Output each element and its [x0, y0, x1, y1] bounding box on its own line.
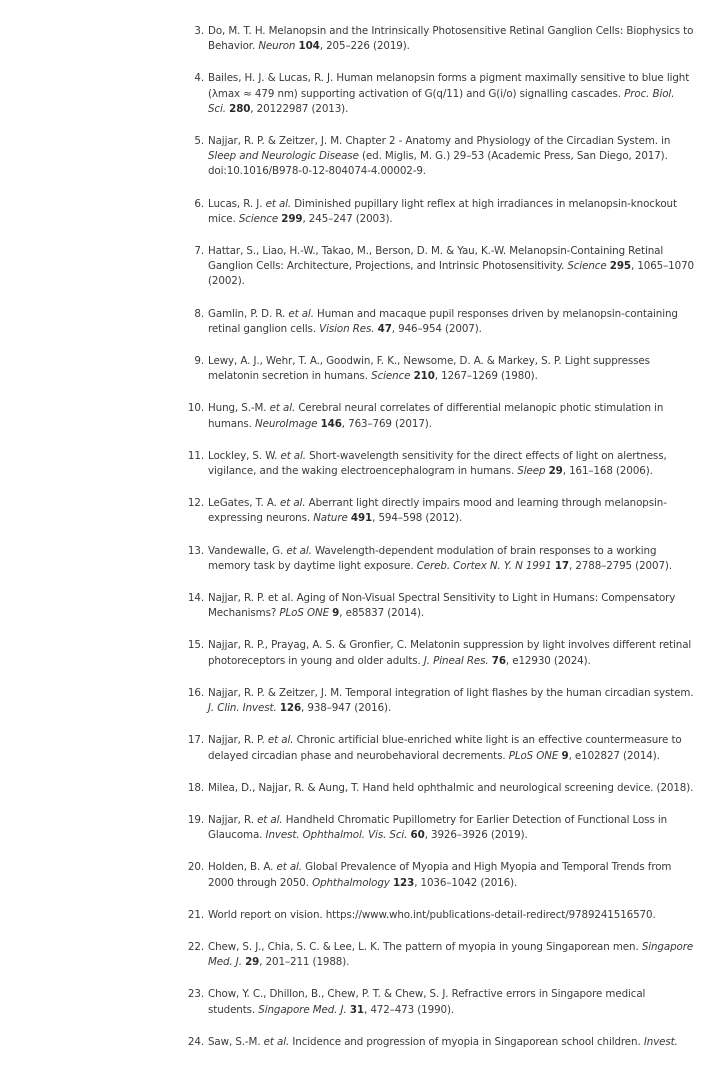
- reference-number: 19.: [187, 813, 204, 826]
- reference-text: Chew, S. J., Chia, S. C. & Lee, L. K. The pattern of myopia in young Singaporean men.: [208, 940, 642, 953]
- reference-item: [188, 449, 694, 479]
- reference-text: , 161–168 (2006).: [562, 465, 653, 478]
- reference-text: Holden, B. A.: [208, 861, 277, 874]
- reference-text: Diminished pupillary light reflex at high irradiances in melanopsin-knockout mice.: [208, 197, 677, 225]
- reference-number: 24.: [187, 1035, 204, 1048]
- reference-text: Saw, S.-M.: [208, 1035, 264, 1048]
- reference-italic-text: Sleep and Neurologic Disease: [208, 150, 359, 163]
- reference-item: [188, 940, 694, 970]
- reference-text: Najjar, R. P.: [208, 734, 268, 747]
- reference-item: [188, 401, 694, 431]
- reference-item: [188, 987, 694, 1017]
- reference-text: , 594–598 (2012).: [372, 512, 463, 525]
- reference-text: Najjar, R. P. & Zeitzer, J. M. Chapter 2 - Anatomy and Physiology of the Circadian System. in: [208, 135, 671, 148]
- reference-text: Human and macaque pupil responses driven by melanopsin-containing retinal ganglion cells.: [208, 307, 678, 335]
- reference-number: 11.: [187, 449, 204, 462]
- reference-italic-text: Nature: [313, 512, 348, 525]
- reference-italic-text: et al.: [286, 544, 312, 557]
- reference-item: [188, 591, 694, 621]
- reference-italic-text: Singapore Med. J.: [208, 940, 694, 969]
- reference-number: 6.: [194, 197, 204, 210]
- reference-volume: 146: [320, 417, 342, 430]
- reference-item: [188, 134, 694, 180]
- reference-text: World report on vision. https://www.who.int/publications-detail-redirect/9789241516570.: [208, 908, 656, 921]
- reference-number: 21.: [187, 908, 204, 921]
- reference-item: [188, 244, 694, 290]
- reference-italic-text: Neuron: [258, 40, 296, 53]
- reference-text: Cerebral neural correlates of differential melanopic photic stimulation in humans.: [208, 402, 664, 430]
- reference-text: , 763–769 (2017).: [341, 417, 432, 430]
- reference-italic-text: Science: [371, 370, 411, 383]
- reference-italic-text: et al.: [263, 1035, 290, 1048]
- reference-text: , e12930 (2024).: [505, 654, 591, 667]
- reference-volume: 47: [377, 322, 392, 335]
- reference-italic-text: J. Clin. Invest.: [208, 702, 277, 715]
- reference-italic-text: Science: [567, 260, 607, 273]
- reference-italic-text: Invest. Ophthalmol. Vis. Sci.: [265, 829, 408, 842]
- reference-volume: 104: [298, 40, 320, 53]
- reference-text: Bailes, H. J. & Lucas, R. J. Human melanopsin forms a pigment maximally sensitive to blue light (λmax ≈ 479 nm) supporting activation of G(q/11) and G(i/o) signalling cascades.: [208, 72, 690, 100]
- reference-text: , 938–947 (2016).: [301, 702, 392, 715]
- reference-italic-text: Singapore Med. J.: [258, 1003, 347, 1016]
- reference-italic-text: et al.: [257, 813, 283, 826]
- reference-italic-text: et al.: [280, 449, 306, 462]
- reference-volume: 491: [350, 512, 373, 525]
- reference-italic-text: Proc. Biol. Sci.: [208, 87, 675, 115]
- reference-number: 20.: [187, 861, 204, 874]
- reference-text: , 1036–1042 (2016).: [414, 876, 518, 889]
- reference-item: [188, 307, 694, 337]
- reference-item: [188, 71, 694, 117]
- reference-volume: 123: [392, 876, 415, 889]
- reference-number: 12.: [187, 497, 204, 510]
- reference-text: Do, M. T. H. Melanopsin and the Intrinsically Photosensitive Retinal Ganglion Cells: Biophysics to Behavior.: [208, 25, 694, 53]
- reference-item: [188, 686, 694, 716]
- reference-italic-text: Vision Res.: [319, 322, 375, 335]
- reference-number: 3.: [194, 25, 204, 37]
- reference-italic-text: J. Pineal Res.: [423, 654, 489, 667]
- reference-number: 23.: [187, 988, 204, 1001]
- reference-number: 15.: [187, 639, 204, 652]
- reference-italic-text: et al.: [276, 861, 302, 874]
- reference-item: [188, 24, 694, 54]
- reference-volume: 29: [245, 956, 260, 969]
- reference-text: Wavelength-dependent modulation of brain responses to a working memory task by daytime light exposure.: [208, 544, 657, 572]
- reference-italic-text: et al.: [269, 402, 296, 415]
- reference-number: 16.: [187, 686, 204, 699]
- reference-volume: 299: [281, 212, 303, 225]
- reference-item: [188, 1035, 694, 1050]
- reference-text: (ed. Miglis, M. G.) 29–53 (Academic Press, San Diego, 2017). doi:10.1016/B978-0-12-804074-4.00002-9.: [208, 150, 668, 178]
- reference-volume: 295: [609, 260, 631, 273]
- reference-text: Gamlin, P. D. R.: [208, 307, 289, 320]
- reference-text: , 20122987 (2013).: [250, 102, 349, 115]
- reference-text: Global Prevalence of Myopia and High Myopia and Temporal Trends from 2000 through 2050.: [208, 861, 672, 889]
- reference-text: , e85837 (2014).: [339, 607, 425, 620]
- reference-text: Vandewalle, G.: [208, 544, 287, 557]
- reference-volume: 210: [413, 370, 435, 383]
- reference-volume: 17: [554, 559, 569, 572]
- reference-text: , 201–211 (1988).: [259, 956, 350, 969]
- reference-item: [188, 813, 694, 843]
- reference-text: Lewy, A. J., Wehr, T. A., Goodwin, F. K., Newsome, D. A. & Markey, S. P. Light suppresses melatonin secretion in humans.: [208, 355, 650, 383]
- reference-item: [188, 197, 694, 227]
- reference-item: [188, 638, 694, 668]
- reference-text: LeGates, T. A.: [208, 497, 280, 510]
- reference-number: 17.: [187, 734, 204, 747]
- reference-italic-text: PLoS ONE: [508, 749, 559, 762]
- reference-number: 4.: [194, 72, 204, 85]
- reference-italic-text: Sleep: [517, 465, 546, 478]
- reference-volume: 31: [349, 1003, 364, 1016]
- reference-text: Chronic artificial blue-enriched white light is an effective countermeasure to delayed circadian phase and neurobehavioral decrements.: [208, 734, 682, 762]
- reference-text: , e102827 (2014).: [568, 749, 660, 762]
- reference-number: 22.: [187, 940, 204, 953]
- reference-italic-text: NeuroImage: [255, 417, 318, 430]
- reference-text: , 472–473 (1990).: [363, 1003, 455, 1016]
- reference-italic-text: Invest.: [643, 1035, 678, 1048]
- reference-text: , 1065–1070 (2002).: [208, 260, 694, 288]
- reference-italic-text: et al.: [267, 734, 294, 747]
- reference-text: Hattar, S., Liao, H.-W., Takao, M., Berson, D. M. & Yau, K.-W. Melanopsin-Containing Retinal Ganglion Cells: Architecture, Projections, and Intrinsic Photosensitivity.: [208, 245, 664, 273]
- reference-number: 18.: [187, 781, 204, 794]
- reference-text: Najjar, R. P. et al. Aging of Non-Visual Spectral Sensitivity to Light in Humans: Compensatory Mechanisms?: [208, 592, 676, 620]
- reference-text: , 205–226 (2019).: [319, 40, 410, 53]
- reference-item: [188, 544, 694, 574]
- reference-text: Lucas, R. J.: [208, 197, 266, 210]
- reference-text: Najjar, R. P., Prayag, A. S. & Gronfier, C. Melatonin suppression by light involves different retinal photoreceptors in young and older adults.: [208, 639, 692, 667]
- reference-text: , 1267–1269 (1980).: [434, 370, 538, 383]
- reference-text: Hung, S.-M.: [208, 402, 270, 415]
- reference-number: 13.: [187, 544, 204, 557]
- reference-text: Short-wavelength sensitivity for the direct effects of light on alertness, vigilance, and the waking electroencephalogram in humans.: [208, 449, 667, 478]
- reference-number: 7.: [194, 245, 204, 258]
- reference-number: 9.: [194, 355, 204, 368]
- reference-text: , 946–954 (2007).: [391, 322, 482, 335]
- reference-number: 10.: [187, 402, 204, 415]
- reference-volume: 29: [548, 465, 563, 478]
- reference-text: Handheld Chromatic Pupillometry for Earlier Detection of Functional Loss in Glaucoma.: [208, 813, 668, 842]
- reference-text: Incidence and progression of myopia in Singaporean school children.: [289, 1035, 644, 1048]
- reference-text: Milea, D., Najjar, R. & Aung, T. Hand held ophthalmic and neurological screening device. (2018).: [208, 781, 694, 794]
- reference-volume: 9: [332, 607, 340, 620]
- reference-volume: 280: [229, 102, 251, 115]
- reference-text: , 245–247 (2003).: [302, 212, 393, 225]
- reference-text: Najjar, R. P. & Zeitzer, J. M. Temporal integration of light flashes by the human circadian system.: [208, 686, 694, 699]
- reference-volume: 60: [410, 829, 425, 842]
- reference-list: [188, 24, 694, 1067]
- reference-italic-text: et al.: [265, 197, 292, 210]
- reference-text: , 2788–2795 (2007).: [569, 559, 672, 572]
- reference-volume: 9: [561, 749, 569, 762]
- reference-italic-text: Cereb. Cortex N. Y. N 1991: [416, 559, 552, 572]
- reference-item: [188, 781, 694, 796]
- reference-italic-text: Ophthalmology: [312, 876, 390, 889]
- reference-number: 8.: [194, 307, 204, 320]
- reference-italic-text: PLoS ONE: [279, 607, 329, 620]
- reference-item: [188, 354, 694, 384]
- reference-volume: 76: [491, 654, 506, 667]
- reference-italic-text: et al.: [288, 307, 314, 320]
- reference-text: Aberrant light directly impairs mood and learning through melanopsin-expressing neurons.: [208, 497, 667, 525]
- reference-text: Najjar, R.: [208, 813, 258, 826]
- reference-item: [188, 733, 694, 763]
- reference-item: [188, 908, 694, 923]
- reference-volume: 126: [279, 702, 302, 715]
- reference-italic-text: Science: [238, 212, 279, 225]
- reference-item: [188, 496, 694, 526]
- reference-text: Lockley, S. W.: [208, 449, 281, 462]
- reference-text: Chow, Y. C., Dhillon, B., Chew, P. T. & Chew, S. J. Refractive errors in Singapore medical students.: [208, 988, 646, 1016]
- reference-number: 14.: [187, 592, 204, 605]
- reference-italic-text: et al.: [280, 497, 306, 510]
- reference-text: , 3926–3926 (2019).: [424, 829, 528, 842]
- reference-item: [188, 860, 694, 890]
- reference-number: 5.: [194, 135, 204, 148]
